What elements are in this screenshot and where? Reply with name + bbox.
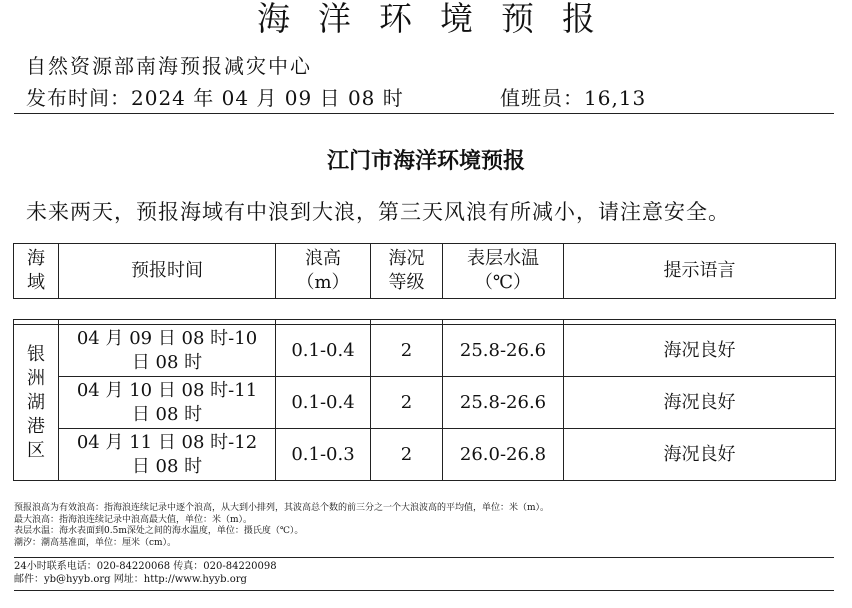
forecast-time-cell: 04 月 09 日 08 时-10 日 08 时 [59,325,276,377]
duty-label: 值班员： [500,86,584,110]
issue-time: 2024 年 04 月 09 日 08 时 [131,86,404,110]
sst-cell: 25.8-26.6 [443,325,564,377]
forecast-table-body [13,319,836,481]
wave-height-cell: 0.1-0.4 [276,325,371,377]
footnote: 最大浪高：指海浪连续记录中浪高最大值，单位：米（m）。 [14,514,253,525]
contact-info [14,560,277,586]
wave-height-cell: 0.1-0.3 [276,429,371,481]
duty-officers: 16,13 [584,86,647,110]
contact-web: 邮件：yb@hyyb.org 网址：http://www.hyyb.org [14,574,247,585]
issue-time-label: 发布时间： [26,86,131,110]
city-forecast-title: 江门市海洋环境预报 [326,148,525,174]
wave-height-cell: 0.1-0.4 [276,377,371,429]
tip-cell: 海况良好 [564,377,836,429]
footer-end-divider [14,590,834,591]
issue-time-line [26,82,404,111]
contact-phone: 24小时联系电话：020-84220068 传真：020-84220098 [14,561,277,572]
header-sea-state: 海况 等级 [371,244,443,299]
header-time: 预报时间 [59,244,276,299]
duty-officer-line [500,82,646,111]
tip-cell: 海况良好 [564,325,836,377]
forecast-summary: 未来两天，预报海域有中浪到大浪，第三天风浪有所减小，请注意安全。 [26,200,730,224]
header-sst: 表层水温 （℃） [443,244,564,299]
sst-cell: 26.0-26.8 [443,429,564,481]
footnote: 表层水温：海水表面到0.5m深处之间的海水温度，单位：摄氏度（℃）。 [14,526,304,536]
table-row [14,377,836,429]
forecast-time-cell: 04 月 11 日 08 时-12 日 08 时 [59,429,276,481]
footer-divider [14,557,834,558]
sea-state-cell: 2 [371,429,443,481]
footnote: 预报浪高为有效浪高：指海浪连续记录中逐个浪高，从大到小排列，其波高总个数的前三分之一个大浪波高的平均值，单位：米（m）。 [14,503,550,513]
region-cell: 银 洲 湖 港 区 [14,325,59,481]
table-row [14,429,836,481]
header-tip: 提示语言 [564,244,836,299]
forecast-time-cell: 04 月 10 日 08 时-11 日 08 时 [59,377,276,429]
header-wave: 浪高 （m） [276,244,371,299]
document-title: 海洋环境预报 [257,0,623,38]
header-divider [14,113,834,114]
sea-state-cell: 2 [371,325,443,377]
tip-cell: 海况良好 [564,429,836,481]
issuer-name: 自然资源部南海预报减灾中心 [26,54,312,78]
forecast-table-header [13,243,836,299]
sea-state-cell: 2 [371,377,443,429]
sst-cell: 25.8-26.6 [443,377,564,429]
header-region: 海 域 [14,244,59,299]
footnote: 潮汐：潮高基准面，单位：厘米（cm）。 [14,537,177,548]
footnotes [14,503,844,549]
table-row [14,325,836,377]
